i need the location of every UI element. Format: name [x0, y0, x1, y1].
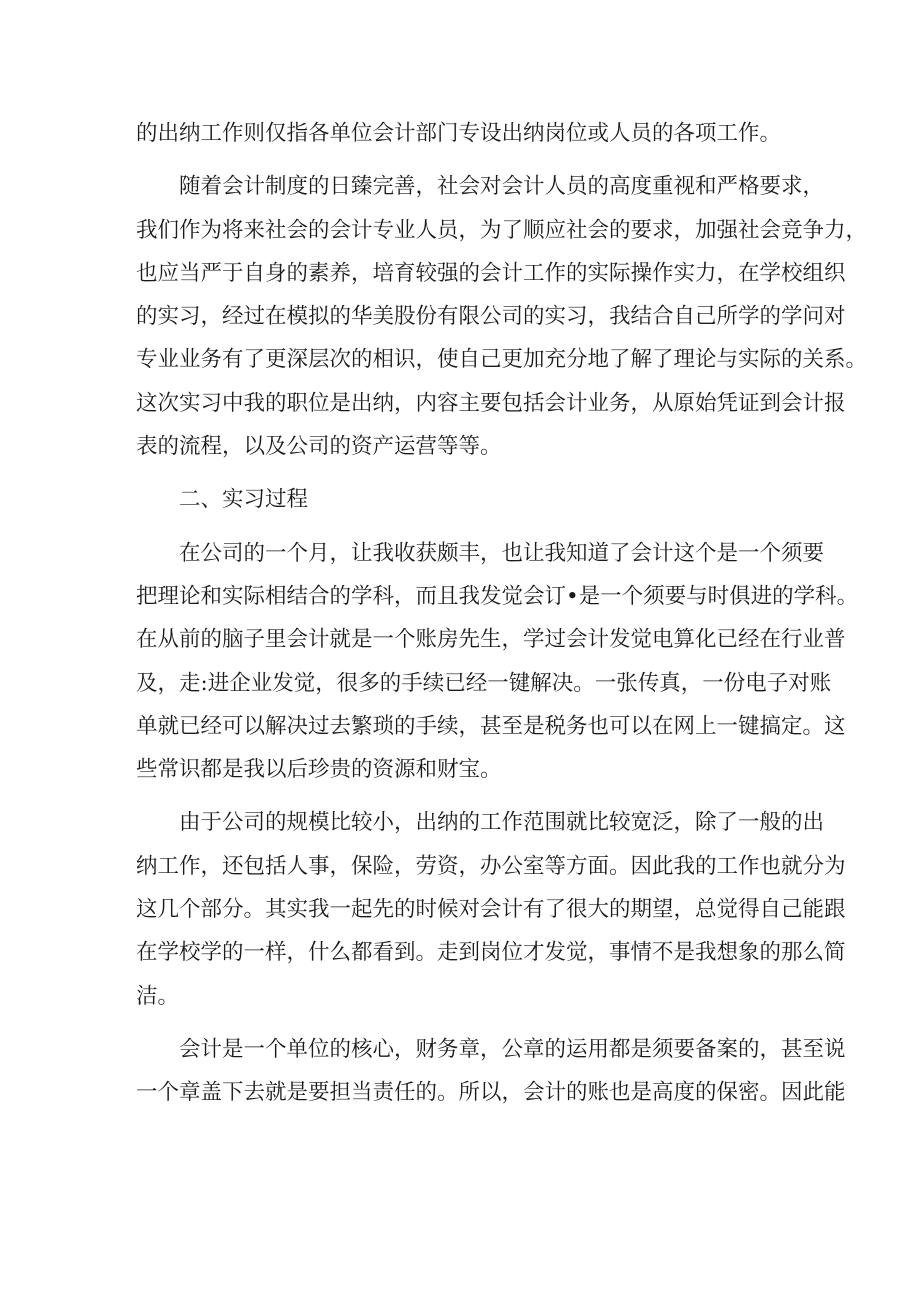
text-line: 及，走:进企业发觉，很多的手续已经一键解决。一张传真，一份电子对账: [136, 670, 832, 696]
text-line: 会计是一个单位的核心，财务章，公章的运用都是须要备案的，甚至说: [179, 1036, 846, 1062]
text-line: 我们作为将来社会的会计专业人员，为了顺应社会的要求，加强社会竞争力，: [136, 217, 868, 243]
paragraph-5: [136, 1028, 846, 1115]
text-line: 在从前的脑子里会计就是一个账房先生，学过会计发觉电算化已经在行业普: [136, 627, 846, 653]
text-line: 纳工作，还包括人事，保险，劳资，办公室等方面。因此我的工作也就分为: [136, 853, 846, 879]
paragraph-4: [136, 801, 846, 1017]
document-body: [136, 112, 868, 1125]
paragraph-1: [136, 112, 796, 155]
paragraph-2: [136, 165, 868, 468]
text-line: 这次实习中我的职位是出纳，内容主要包括会计业务，从原始凭证到会计报: [136, 390, 846, 416]
text-line: 些常识都是我以后珍贵的资源和财宝。: [136, 757, 502, 783]
text-line: 洁。: [136, 983, 180, 1009]
text-line: 这几个部分。其实我一起先的时候对会计有了很大的期望，总觉得自己能跟: [136, 897, 846, 923]
text-line: 表的流程，以及公司的资产运营等等。: [136, 434, 502, 460]
text-line: 的实习，经过在模拟的华美股份有限公司的实习，我结合自己所学的学问对: [136, 304, 846, 330]
text-line: 把理论和实际相结合的学科，而且我发觉会订•是一个须要与时俱进的学科。: [136, 583, 859, 609]
text-line: 在公司的一个月，让我收获颇丰，也让我知道了会计这个是一个须要: [179, 540, 825, 566]
text-line: 的出纳工作则仅指各单位会计部门专设出纳岗位或人员的各项工作。: [136, 121, 782, 146]
section-heading: [136, 478, 796, 521]
section-heading-text: 二、实习过程: [179, 487, 309, 513]
text-line: 专业业务有了更深层次的相识，使自己更加充分地了解了理论与实际的关系。: [136, 347, 868, 373]
text-line: 在学校学的一样，什么都看到。走到岗位才发觉，事情不是我想象的那么简: [136, 940, 846, 966]
text-line: 由于公司的规模比较小，出纳的工作范围就比较宽泛，除了一般的出: [179, 810, 825, 836]
text-line: 也应当严于自身的素养，培育较强的会计工作的实际操作实力，在学校组织: [136, 260, 846, 286]
text-line: 一个章盖下去就是要担当责任的。所以，会计的账也是高度的保密。因此能: [136, 1080, 846, 1106]
text-line: 随着会计制度的日臻完善，社会对会计人员的高度重视和严格要求，: [179, 174, 825, 200]
paragraph-3: [136, 532, 859, 792]
text-line: 单就已经可以解决过去繁琐的手续，甚至是税务也可以在网上一键搞定。这: [136, 713, 846, 739]
